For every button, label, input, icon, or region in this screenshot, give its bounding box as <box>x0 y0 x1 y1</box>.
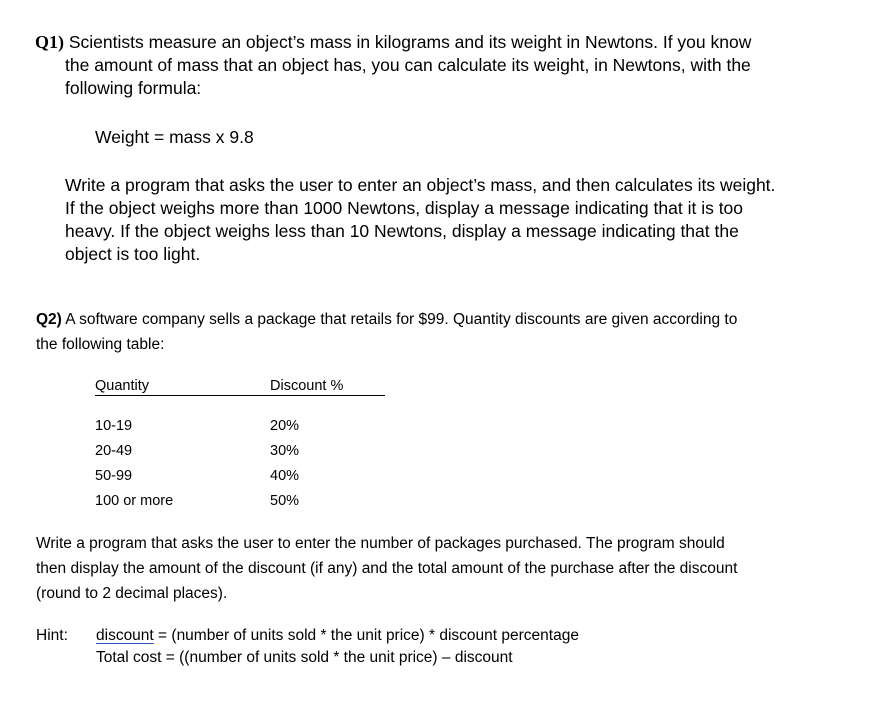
hint-line-1-rest: = (number of units sold * the unit price) * discount percentage <box>158 627 579 644</box>
table-row-discount: 40% <box>270 468 300 484</box>
q1-intro-line-1: Scientists measure an object’s mass in kilograms and its weight in Newtons. If you know <box>68 32 752 52</box>
hint-discount-term: discount <box>96 627 154 644</box>
table-row-quantity: 50-99 <box>95 468 133 484</box>
table-header-rule <box>95 395 385 396</box>
q1-task-line-4: object is too light. <box>65 244 201 264</box>
q2-first-line <box>36 309 737 331</box>
q2-task-line-1: Write a program that asks the user to enter the number of packages purchased. The program should <box>36 535 725 552</box>
q1-number: Q1) <box>35 32 64 52</box>
hint-label: Hint: <box>36 627 68 644</box>
q1-task-line-1: Write a program that asks the user to enter an object’s mass, and then calculates its weight. <box>65 175 776 195</box>
hint-line-1 <box>96 625 579 646</box>
q1-task-line-3: heavy. If the object weighs less than 10 Newtons, display a message indicating that the <box>65 221 739 241</box>
q1-intro-line-2: the amount of mass that an object has, you can calculate its weight, in Newtons, with the <box>65 55 751 75</box>
table-row-discount: 20% <box>270 418 300 434</box>
table-row-discount: 50% <box>270 493 300 509</box>
q1-task-line-2: If the object weighs more than 1000 Newtons, display a message indicating that it is too <box>65 198 744 218</box>
q2-intro-line-1: A software company sells a package that retails for $99. Quantity discounts are given according to <box>65 311 738 328</box>
table-row-discount: 30% <box>270 443 300 459</box>
q2-task-line-2: then display the amount of the discount (if any) and the total amount of the purchase after the discount <box>36 560 738 577</box>
q1-first-line <box>35 31 751 54</box>
table-row-quantity: 100 or more <box>95 493 174 509</box>
q2-intro-line-2: the following table: <box>36 336 165 353</box>
table-header-discount: Discount % <box>270 378 344 394</box>
q1-formula: Weight = mass x 9.8 <box>95 127 254 147</box>
q2-number: Q2) <box>36 311 62 328</box>
q2-task-line-3: (round to 2 decimal places). <box>36 585 228 602</box>
q1-intro-line-3: following formula: <box>65 78 202 98</box>
hint-line-2: Total cost = ((number of units sold * the unit price) – discount <box>96 649 513 666</box>
table-row-quantity: 10-19 <box>95 418 133 434</box>
table-header-quantity: Quantity <box>95 378 149 394</box>
table-row-quantity: 20-49 <box>95 443 133 459</box>
